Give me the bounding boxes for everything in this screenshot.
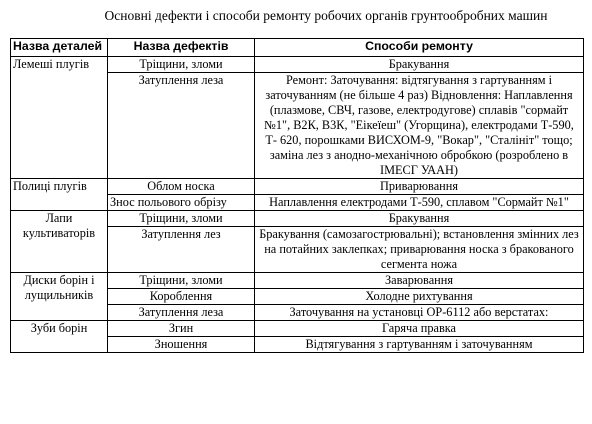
defect-cell: Тріщини, зломи [108, 211, 255, 227]
part-cell: Лемеші плугів [11, 57, 108, 179]
defect-cell: Короблення [108, 289, 255, 305]
method-cell: Бракування [255, 211, 584, 227]
method-cell: Приварювання [255, 179, 584, 195]
defect-cell: Облом носка [108, 179, 255, 195]
method-cell: Відтягування з гартуванням і заточуванням [255, 337, 584, 353]
defects-table [10, 38, 584, 353]
defect-cell: Згин [108, 321, 255, 337]
table-row [11, 211, 584, 227]
defect-cell: Затуплення лез [108, 227, 255, 273]
header-row [11, 39, 584, 57]
method-cell: Заточування на установці ОР-6112 або верстатах: [255, 305, 584, 321]
part-cell: Зуби борін [11, 321, 108, 353]
defect-cell: Затуплення леза [108, 73, 255, 179]
method-cell: Наплавлення електродами Т-590, сплавом "Сормайт №1" [255, 195, 584, 211]
method-cell: Заварювання [255, 273, 584, 289]
part-cell: Полиці плугів [11, 179, 108, 211]
method-cell: Ремонт: Заточування: відтягування з гартуванням і заточуванням (не більше 4 раз) Відновлення: Наплавлення (плазмове, СВЧ, газове, електродугове) сплавів "сормайт №1", В2К, В3К, "Еікеїеш" (Угорщина), електродами Т-590, Т- 620, порошками ВИСХОМ-9, "Вокар", "Сталініт" тощо; заміна лез з анодно-механічною обробкою (розроблено в ІМЕСГ УААН) [255, 73, 584, 179]
header-defect: Назва дефектів [108, 39, 255, 57]
table-row [11, 321, 584, 337]
table-row [11, 273, 584, 289]
table-row [11, 57, 584, 73]
defect-cell: Затуплення леза [108, 305, 255, 321]
method-cell: Холодне рихтування [255, 289, 584, 305]
method-cell: Гаряча правка [255, 321, 584, 337]
defect-cell: Зношення [108, 337, 255, 353]
part-cell: Диски борін і лущильників [11, 273, 108, 321]
method-cell: Бракування [255, 57, 584, 73]
defect-cell: Знос польового обрізу [108, 195, 255, 211]
part-cell: Лапи культиваторів [11, 211, 108, 273]
header-part: Назва деталей [11, 39, 108, 57]
header-method: Способи ремонту [255, 39, 584, 57]
defect-cell: Тріщини, зломи [108, 273, 255, 289]
defect-cell: Тріщини, зломи [108, 57, 255, 73]
method-cell: Бракування (самозагострювальні); встановлення змінних лез на потайних заклепках; приварювання носка з бракованого сегмента ножа [255, 227, 584, 273]
table-row [11, 179, 584, 195]
table-caption: Основні дефекти і способи ремонту робочих органів грунтообробних машин [104, 8, 548, 23]
